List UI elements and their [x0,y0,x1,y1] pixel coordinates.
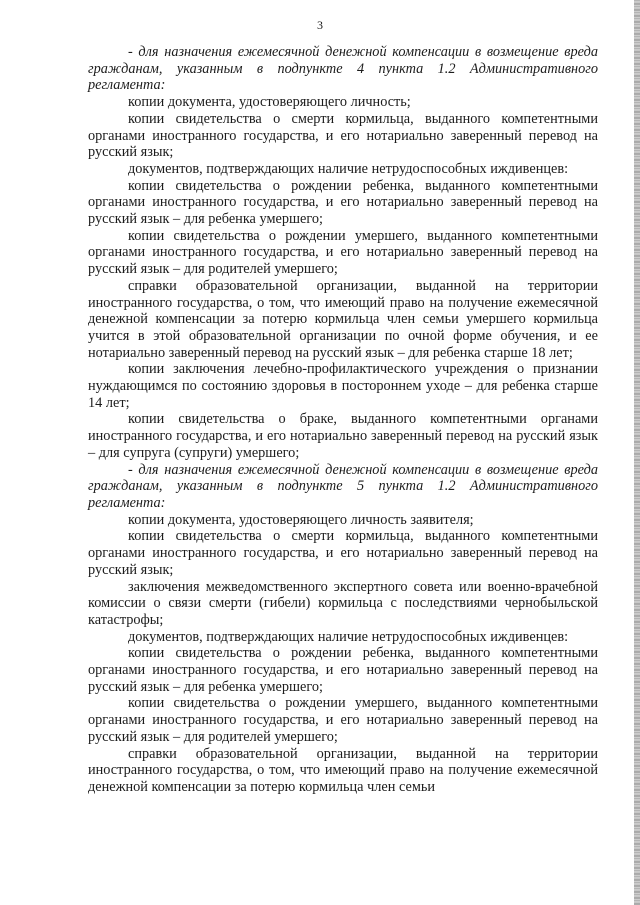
list-item: копии свидетельства о рождении ребенка, выданного компетентными органами иностранного государства, и его нотариально заверенный перевод на русский язык – для ребенка умершего; [88,645,598,695]
list-item: справки образовательной организации, выданной на территории иностранного государства, о том, что имеющий право на получение ежемесячной денежной компенсации за потерю кормильца член семьи [88,745,598,795]
section-heading: - для назначения ежемесячной денежной компенсации в возмещение вреда гражданам, указанным в подпункте 4 пункта 1.2 Административного регламента: [88,44,598,94]
list-item: справки образовательной организации, выданной на территории иностранного государства, о том, что имеющий право на получение ежемесячной денежной компенсации за потерю кормильца член семьи умершего кормильца учится в этой образовательной организации по очной форме обучения, и ее нотариально заверенный перевод на русский язык – для ребенка старше 18 лет; [88,277,598,361]
list-item: документов, подтверждающих наличие нетрудоспособных иждивенцев: [128,160,569,177]
scan-edge [634,0,640,905]
list-item: копии документа, удостоверяющего личность; [128,94,411,111]
list-item: копии свидетельства о рождении умершего, выданного компетентными органами иностранного государства, и его нотариально заверенный перевод на русский язык – для родителей умершего; [88,227,598,278]
list-item: документов, подтверждающих наличие нетрудоспособных иждивенцев: [128,628,569,645]
list-item: копии заключения лечебно-профилактического учреждения о признании нуждающимся по состоянию здоровья в постороннем уходе – для ребенка старше 14 лет; [88,361,598,411]
list-item: заключения межведомственного экспертного совета или военно-врачебной комиссии о связи смерти (гибели) кормильца с последствиями чернобыльской катастрофы; [88,578,598,628]
document-body [88,44,598,796]
list-item: копии свидетельства о смерти кормильца, выданного компетентными органами иностранного государства, и его нотариально заверенный перевод на русский язык; [88,528,598,578]
page-number: 3 [317,18,323,32]
list-item: копии документа, удостоверяющего личность заявителя; [128,511,474,528]
list-item: копии свидетельства о рождении ребенка, выданного компетентными органами иностранного государства, и его нотариально заверенный перевод на русский язык – для ребенка умершего; [88,177,598,228]
list-item: копии свидетельства о смерти кормильца, выданного компетентными органами иностранного государства, и его нотариально заверенный перевод на русский язык; [88,110,598,161]
section-heading: - для назначения ежемесячной денежной компенсации в возмещение вреда гражданам, указанным в подпункте 5 пункта 1.2 Административного регламента: [88,461,598,511]
list-item: копии свидетельства о рождении умершего, выданного компетентными органами иностранного государства, и его нотариально заверенный перевод на русский язык – для родителей умершего; [88,695,598,745]
list-item: копии свидетельства о браке, выданного компетентными органами иностранного государства, и его нотариально заверенный перевод на русский язык – для супруга (супруги) умершего; [88,411,598,461]
